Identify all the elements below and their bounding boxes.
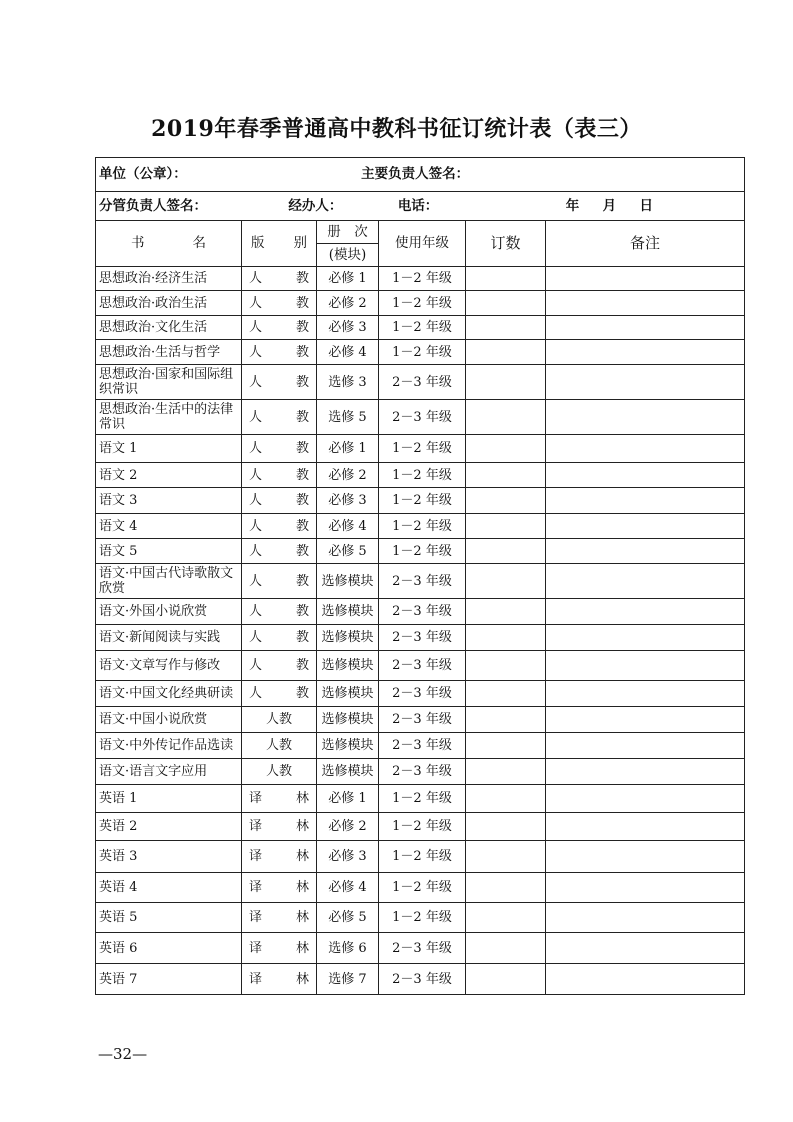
- edition-char-1: 人: [249, 441, 263, 456]
- note-cell[interactable]: [546, 841, 745, 873]
- volume-cell: 必修 4: [317, 873, 379, 903]
- table-row: [96, 707, 745, 733]
- header-note: 备注: [546, 221, 745, 267]
- edition-cell: [242, 435, 317, 463]
- note-cell[interactable]: [546, 964, 745, 995]
- leader-signature-label: 主要负责人签名：: [361, 166, 470, 182]
- table-row: [96, 316, 745, 340]
- table-row: [96, 964, 745, 995]
- order-count-cell[interactable]: [466, 267, 546, 291]
- table-row: [96, 759, 745, 785]
- phone-label: 电话：: [397, 197, 439, 214]
- book-name-cell: 语文·新闻阅读与实践: [96, 625, 242, 651]
- table-row: [96, 625, 745, 651]
- volume-cell: 选修 3: [317, 365, 379, 400]
- header-grade: 使用年级: [379, 221, 466, 267]
- grade-cell: 1－2 年级: [379, 514, 466, 539]
- note-cell[interactable]: [546, 707, 745, 733]
- edition-char-1: 人: [249, 518, 263, 534]
- edition-char-2: 教: [295, 686, 309, 701]
- book-name-cell: 语文·中国文化经典研读: [96, 681, 242, 707]
- table-row: [96, 267, 745, 291]
- book-name-cell: 英语 2: [96, 813, 242, 841]
- edition-char-2: 教: [295, 320, 309, 335]
- book-name-cell: 语文 3: [96, 488, 242, 514]
- edition-char-2: 教: [295, 658, 309, 673]
- edition-char-1: 译: [249, 910, 263, 925]
- book-name-cell: 语文 4: [96, 514, 242, 539]
- edition-cell: [242, 463, 317, 488]
- grade-cell: 2－3 年级: [379, 964, 466, 995]
- edition-cell: [242, 488, 317, 514]
- edition-cell: [242, 681, 317, 707]
- order-count-cell[interactable]: [466, 933, 546, 964]
- edition-char-1: 人: [249, 543, 263, 559]
- volume-cell: 选修模块: [317, 651, 379, 681]
- unit-row: [96, 158, 745, 192]
- edition-cell: [242, 813, 317, 841]
- grade-cell: 2－3 年级: [379, 933, 466, 964]
- order-count-cell[interactable]: [466, 759, 546, 785]
- edition-char-2: 教: [295, 271, 309, 286]
- volume-cell: 选修 6: [317, 933, 379, 964]
- edition-char-1: 人: [249, 295, 263, 311]
- table-row: [96, 841, 745, 873]
- edition-char-1: 人: [249, 409, 263, 425]
- table-row: [96, 514, 745, 539]
- book-name-cell: 语文·中国小说欣赏: [96, 707, 242, 733]
- volume-cell: 必修 5: [317, 539, 379, 564]
- grade-cell: 1－2 年级: [379, 488, 466, 514]
- note-cell[interactable]: [546, 435, 745, 463]
- edition-cell: [242, 651, 317, 681]
- edition-char-2: 林: [295, 791, 309, 806]
- note-cell[interactable]: [546, 514, 745, 539]
- grade-cell: 2－3 年级: [379, 564, 466, 599]
- table-row: [96, 873, 745, 903]
- edition-cell: [242, 291, 317, 316]
- book-name-cell: 英语 5: [96, 903, 242, 933]
- volume-cell: 选修模块: [317, 625, 379, 651]
- deputy-signature-label: 分管负责人签名：: [99, 197, 207, 214]
- book-name-cell: 思想政治·生活中的法律常识: [96, 400, 242, 435]
- volume-cell: 必修 1: [317, 785, 379, 813]
- volume-cell: 必修 1: [317, 267, 379, 291]
- signature-row: [96, 192, 745, 221]
- edition-char-2: 教: [295, 604, 309, 619]
- table-row: [96, 599, 745, 625]
- header-order-count: 订数: [466, 221, 546, 267]
- edition-char-1: 人: [249, 374, 263, 390]
- order-count-cell[interactable]: [466, 400, 546, 435]
- edition-cell: [242, 539, 317, 564]
- order-count-cell[interactable]: [466, 564, 546, 599]
- edition-cell: [242, 841, 317, 873]
- edition-char-1: 译: [249, 819, 263, 834]
- edition-char-2: 教: [295, 441, 309, 456]
- order-count-cell[interactable]: [466, 539, 546, 564]
- edition-char-1: 人: [249, 658, 263, 673]
- order-count-cell[interactable]: [466, 599, 546, 625]
- order-count-cell[interactable]: [466, 340, 546, 365]
- header-edition-char-1: 版: [251, 235, 265, 251]
- header-book-name: [96, 221, 242, 267]
- edition-cell: [242, 267, 317, 291]
- edition-char-2: 教: [295, 467, 309, 483]
- table-row: [96, 340, 745, 365]
- table-row: [96, 291, 745, 316]
- edition-cell: 人教: [242, 759, 317, 785]
- order-count-cell[interactable]: [466, 514, 546, 539]
- header-volume: [317, 221, 379, 267]
- edition-cell: [242, 316, 317, 340]
- book-name-cell: 英语 4: [96, 873, 242, 903]
- book-name-cell: 英语 7: [96, 964, 242, 995]
- note-cell[interactable]: [546, 733, 745, 759]
- edition-char-1: 译: [249, 880, 263, 895]
- date-day-label: 日: [639, 197, 654, 214]
- table-row: [96, 651, 745, 681]
- note-cell[interactable]: [546, 651, 745, 681]
- volume-cell: 选修 7: [317, 964, 379, 995]
- edition-cell: [242, 514, 317, 539]
- grade-cell: 1－2 年级: [379, 539, 466, 564]
- note-cell[interactable]: [546, 813, 745, 841]
- order-count-cell[interactable]: [466, 964, 546, 995]
- edition-char-2: 教: [295, 543, 309, 559]
- table-row: [96, 903, 745, 933]
- volume-cell: 选修模块: [317, 564, 379, 599]
- book-name-cell: 英语 3: [96, 841, 242, 873]
- edition-cell: [242, 340, 317, 365]
- grade-cell: 2－3 年级: [379, 759, 466, 785]
- book-name-cell: 思想政治·国家和国际组织常识: [96, 365, 242, 400]
- book-name-cell: 思想政治·经济生活: [96, 267, 242, 291]
- edition-cell: [242, 599, 317, 625]
- grade-cell: 2－3 年级: [379, 733, 466, 759]
- note-cell[interactable]: [546, 539, 745, 564]
- order-count-cell[interactable]: [466, 488, 546, 514]
- edition-char-2: 教: [295, 630, 309, 645]
- book-name-cell: 语文·语言文字应用: [96, 759, 242, 785]
- edition-char-1: 译: [249, 791, 263, 806]
- table-row: [96, 435, 745, 463]
- order-count-cell[interactable]: [466, 841, 546, 873]
- edition-char-1: 人: [249, 271, 263, 286]
- edition-char-1: 人: [249, 493, 263, 508]
- note-cell[interactable]: [546, 903, 745, 933]
- column-header-row: [96, 221, 745, 267]
- edition-cell: [242, 903, 317, 933]
- grade-cell: 2－3 年级: [379, 625, 466, 651]
- note-cell[interactable]: [546, 681, 745, 707]
- order-count-cell[interactable]: [466, 681, 546, 707]
- table-row: [96, 813, 745, 841]
- order-count-cell[interactable]: [466, 903, 546, 933]
- edition-char-1: 人: [249, 604, 263, 619]
- volume-cell: 选修模块: [317, 599, 379, 625]
- grade-cell: 2－3 年级: [379, 400, 466, 435]
- grade-cell: 1－2 年级: [379, 316, 466, 340]
- table-row: [96, 785, 745, 813]
- edition-cell: 人教: [242, 707, 317, 733]
- volume-cell: 选修模块: [317, 759, 379, 785]
- note-cell[interactable]: [546, 759, 745, 785]
- order-count-cell[interactable]: [466, 291, 546, 316]
- volume-cell: 必修 1: [317, 435, 379, 463]
- note-cell[interactable]: [546, 785, 745, 813]
- order-count-cell[interactable]: [466, 435, 546, 463]
- edition-char-2: 林: [295, 880, 309, 895]
- edition-char-2: 林: [295, 971, 309, 987]
- book-name-cell: 思想政治·文化生活: [96, 316, 242, 340]
- note-cell[interactable]: [546, 625, 745, 651]
- header-book-char-1: 书: [131, 235, 145, 251]
- unit-cell: [96, 158, 745, 192]
- volume-cell: 必修 2: [317, 291, 379, 316]
- note-cell[interactable]: [546, 340, 745, 365]
- grade-cell: 1－2 年级: [379, 813, 466, 841]
- table-row: [96, 400, 745, 435]
- volume-cell: 必修 3: [317, 316, 379, 340]
- edition-cell: [242, 785, 317, 813]
- grade-cell: 1－2 年级: [379, 903, 466, 933]
- book-name-cell: 英语 1: [96, 785, 242, 813]
- edition-cell: [242, 873, 317, 903]
- note-cell[interactable]: [546, 316, 745, 340]
- page-number: —32—: [98, 1045, 148, 1063]
- volume-cell: 必修 4: [317, 340, 379, 365]
- edition-cell: [242, 365, 317, 400]
- order-count-cell[interactable]: [466, 873, 546, 903]
- header-volume-top: 册 次: [327, 224, 368, 240]
- header-book-char-2: 名: [192, 235, 206, 251]
- book-name-cell: 语文·中外传记作品选读: [96, 733, 242, 759]
- table-row: [96, 539, 745, 564]
- book-name-cell: 语文·中国古代诗歌散文欣赏: [96, 564, 242, 599]
- edition-cell: [242, 933, 317, 964]
- book-name-cell: 语文·文章写作与修改: [96, 651, 242, 681]
- volume-cell: 必修 2: [317, 813, 379, 841]
- grade-cell: 1－2 年级: [379, 463, 466, 488]
- book-name-cell: 思想政治·生活与哲学: [96, 340, 242, 365]
- note-cell[interactable]: [546, 933, 745, 964]
- order-count-cell[interactable]: [466, 316, 546, 340]
- edition-char-2: 林: [295, 910, 309, 925]
- edition-char-2: 教: [295, 573, 309, 589]
- volume-cell: 必修 2: [317, 463, 379, 488]
- order-count-cell[interactable]: [466, 625, 546, 651]
- handler-label: 经办人：: [288, 197, 343, 214]
- edition-char-2: 教: [295, 409, 309, 425]
- volume-cell: 选修模块: [317, 707, 379, 733]
- volume-cell: 必修 4: [317, 514, 379, 539]
- grade-cell: 2－3 年级: [379, 365, 466, 400]
- page-title: 2019年春季普通高中教科书征订统计表（表三）: [151, 116, 642, 142]
- volume-cell: 必修 3: [317, 488, 379, 514]
- book-name-cell: 语文 1: [96, 435, 242, 463]
- edition-char-2: 林: [295, 849, 309, 864]
- note-cell[interactable]: [546, 463, 745, 488]
- edition-char-2: 教: [295, 493, 309, 508]
- edition-char-1: 人: [249, 686, 263, 701]
- edition-cell: [242, 564, 317, 599]
- table-row: [96, 681, 745, 707]
- grade-cell: 1－2 年级: [379, 340, 466, 365]
- edition-char-2: 教: [295, 295, 309, 311]
- volume-cell: 选修模块: [317, 733, 379, 759]
- grade-cell: 1－2 年级: [379, 291, 466, 316]
- note-cell[interactable]: [546, 488, 745, 514]
- book-name-cell: 语文 5: [96, 539, 242, 564]
- edition-char-1: 人: [249, 320, 263, 335]
- grade-cell: 1－2 年级: [379, 435, 466, 463]
- order-count-cell[interactable]: [466, 651, 546, 681]
- edition-char-1: 译: [249, 971, 263, 987]
- note-cell[interactable]: [546, 873, 745, 903]
- header-edition: [242, 221, 317, 267]
- order-count-cell[interactable]: [466, 813, 546, 841]
- order-form-table: [95, 157, 745, 995]
- edition-char-1: 译: [249, 940, 263, 956]
- table-row: [96, 365, 745, 400]
- grade-cell: 1－2 年级: [379, 785, 466, 813]
- note-cell[interactable]: [546, 564, 745, 599]
- edition-cell: [242, 964, 317, 995]
- edition-cell: 人教: [242, 733, 317, 759]
- grade-cell: 2－3 年级: [379, 707, 466, 733]
- edition-char-1: 人: [249, 573, 263, 589]
- table-row: [96, 463, 745, 488]
- grade-cell: 2－3 年级: [379, 651, 466, 681]
- volume-cell: 必修 5: [317, 903, 379, 933]
- volume-cell: 必修 3: [317, 841, 379, 873]
- table-row: [96, 933, 745, 964]
- grade-cell: 2－3 年级: [379, 681, 466, 707]
- edition-char-2: 林: [295, 819, 309, 834]
- table-row: [96, 488, 745, 514]
- book-name-cell: 语文·外国小说欣赏: [96, 599, 242, 625]
- note-cell[interactable]: [546, 365, 745, 400]
- edition-char-1: 译: [249, 849, 263, 864]
- signature-cell: [96, 192, 745, 221]
- grade-cell: 1－2 年级: [379, 873, 466, 903]
- book-name-cell: 语文 2: [96, 463, 242, 488]
- edition-char-1: 人: [249, 467, 263, 483]
- order-count-cell[interactable]: [466, 733, 546, 759]
- book-name-cell: 英语 6: [96, 933, 242, 964]
- edition-cell: [242, 400, 317, 435]
- edition-char-1: 人: [249, 630, 263, 645]
- order-count-cell[interactable]: [466, 365, 546, 400]
- header-volume-bottom: (模块): [317, 243, 378, 266]
- edition-char-2: 教: [295, 344, 309, 360]
- note-cell[interactable]: [546, 400, 745, 435]
- volume-cell: 选修模块: [317, 681, 379, 707]
- grade-cell: 2－3 年级: [379, 599, 466, 625]
- date-year-label: 年: [565, 197, 580, 214]
- header-edition-char-2: 别: [293, 235, 307, 251]
- unit-label: 单位（公章）：: [99, 166, 187, 182]
- date-month-label: 月: [602, 197, 617, 214]
- volume-cell: 选修 5: [317, 400, 379, 435]
- note-cell[interactable]: [546, 599, 745, 625]
- order-count-cell[interactable]: [466, 785, 546, 813]
- book-name-cell: 思想政治·政治生活: [96, 291, 242, 316]
- edition-char-1: 人: [249, 344, 263, 360]
- edition-char-2: 林: [295, 940, 309, 956]
- order-count-cell[interactable]: [466, 707, 546, 733]
- table-row: [96, 733, 745, 759]
- note-cell[interactable]: [546, 267, 745, 291]
- edition-char-2: 教: [295, 518, 309, 534]
- table-row: [96, 564, 745, 599]
- note-cell[interactable]: [546, 291, 745, 316]
- edition-cell: [242, 625, 317, 651]
- order-count-cell[interactable]: [466, 463, 546, 488]
- grade-cell: 1－2 年级: [379, 267, 466, 291]
- edition-char-2: 教: [295, 374, 309, 390]
- grade-cell: 1－2 年级: [379, 841, 466, 873]
